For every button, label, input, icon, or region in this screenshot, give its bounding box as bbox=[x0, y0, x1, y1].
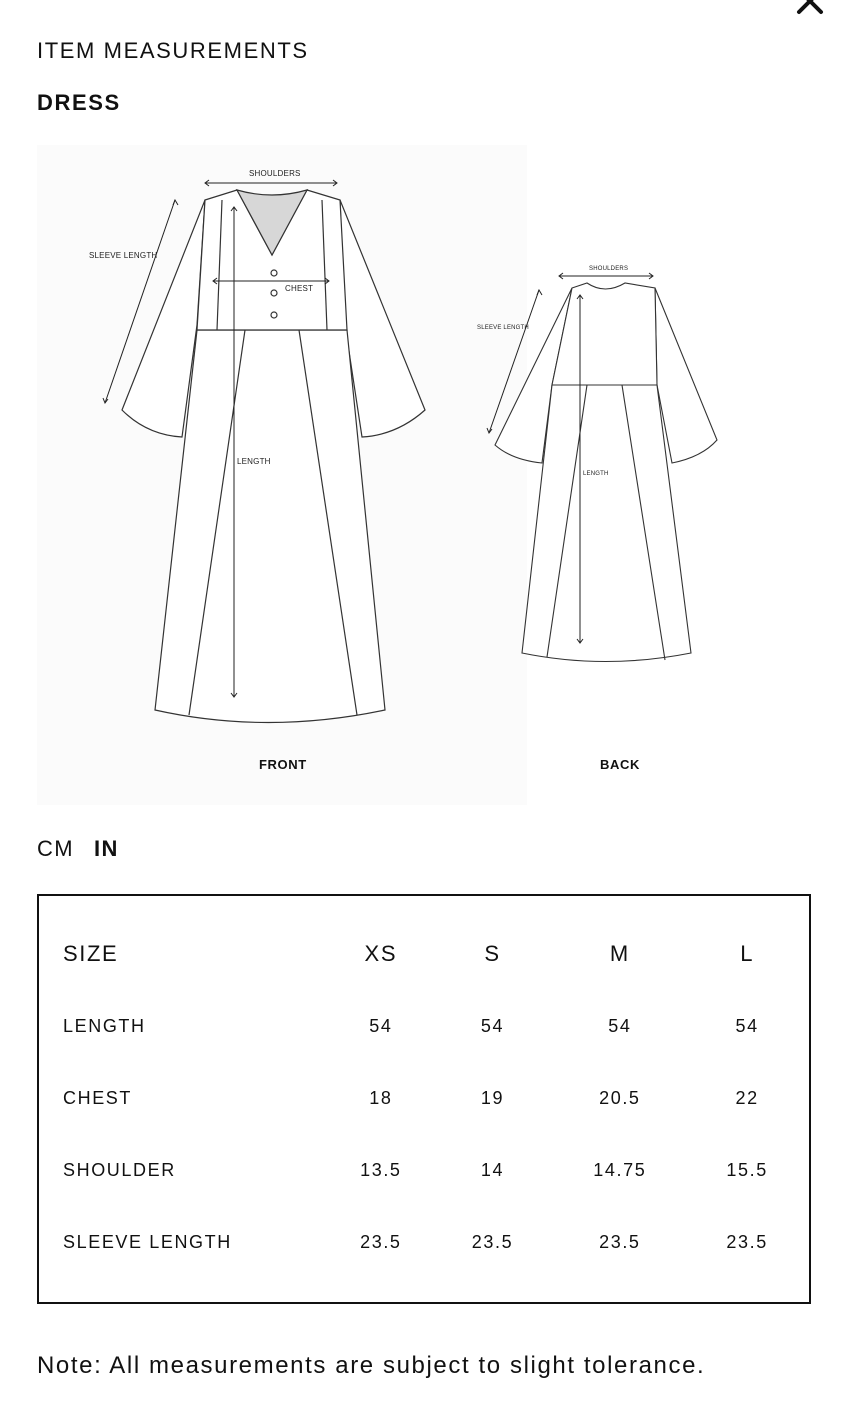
front-length-label: LENGTH bbox=[237, 457, 271, 466]
unit-in-option[interactable]: IN bbox=[94, 836, 119, 861]
row-label: SLEEVE LENGTH bbox=[63, 1231, 232, 1252]
table-cell: 23.5 bbox=[360, 1231, 402, 1252]
unit-cm-option[interactable]: CM bbox=[37, 836, 75, 861]
tolerance-note: Note: All measurements are subject to slight tolerance. bbox=[37, 1352, 706, 1379]
table-header-row bbox=[63, 918, 803, 990]
table-cell: 22 bbox=[735, 1087, 759, 1108]
back-sleeve-length-label: SLEEVE LENGTH bbox=[477, 325, 529, 331]
table-cell: 14 bbox=[480, 1159, 505, 1180]
column-header-m: M bbox=[609, 941, 630, 966]
back-label: BACK bbox=[600, 757, 640, 772]
table-cell: 54 bbox=[369, 1015, 393, 1036]
table-row bbox=[63, 990, 803, 1062]
table-cell: 23.5 bbox=[726, 1231, 768, 1252]
table-cell: 15.5 bbox=[726, 1159, 768, 1180]
table-cell: 54 bbox=[735, 1015, 759, 1036]
row-label: CHEST bbox=[63, 1087, 133, 1108]
measurement-diagram bbox=[37, 145, 797, 805]
table-cell: 13.5 bbox=[360, 1159, 402, 1180]
table-cell: 23.5 bbox=[471, 1231, 514, 1252]
table-cell: 20.5 bbox=[599, 1087, 641, 1108]
size-chart bbox=[37, 894, 811, 1304]
column-header-l: L bbox=[740, 941, 755, 966]
table-row bbox=[63, 1206, 803, 1278]
item-type: DRESS bbox=[37, 90, 121, 115]
front-chest-label: CHEST bbox=[285, 284, 314, 293]
front-shoulders-label: SHOULDERS bbox=[249, 169, 301, 178]
table-row bbox=[63, 1134, 803, 1206]
column-header-s: S bbox=[484, 941, 501, 966]
close-icon bbox=[795, 0, 825, 16]
front-sleeve-length-label: SLEEVE LENGTH bbox=[89, 251, 158, 260]
dress-illustration bbox=[37, 145, 797, 805]
table-cell: 18 bbox=[369, 1087, 393, 1108]
column-header-size: SIZE bbox=[63, 941, 119, 966]
page-title: ITEM MEASUREMENTS bbox=[37, 38, 309, 63]
unit-toggle bbox=[37, 836, 119, 862]
front-label: FRONT bbox=[259, 757, 307, 772]
back-length-label: LENGTH bbox=[583, 471, 609, 477]
table-cell: 14.75 bbox=[593, 1159, 647, 1180]
table-row bbox=[63, 1062, 803, 1134]
table-cell: 54 bbox=[480, 1015, 505, 1036]
back-shoulders-label: SHOULDERS bbox=[589, 266, 629, 272]
table-cell: 54 bbox=[608, 1015, 632, 1036]
table-cell: 23.5 bbox=[599, 1231, 641, 1252]
table-cell: 19 bbox=[480, 1087, 505, 1108]
row-label: LENGTH bbox=[63, 1015, 146, 1036]
close-button[interactable] bbox=[795, 0, 825, 16]
column-header-xs: XS bbox=[364, 941, 398, 966]
row-label: SHOULDER bbox=[63, 1159, 176, 1180]
size-table bbox=[63, 918, 803, 1278]
